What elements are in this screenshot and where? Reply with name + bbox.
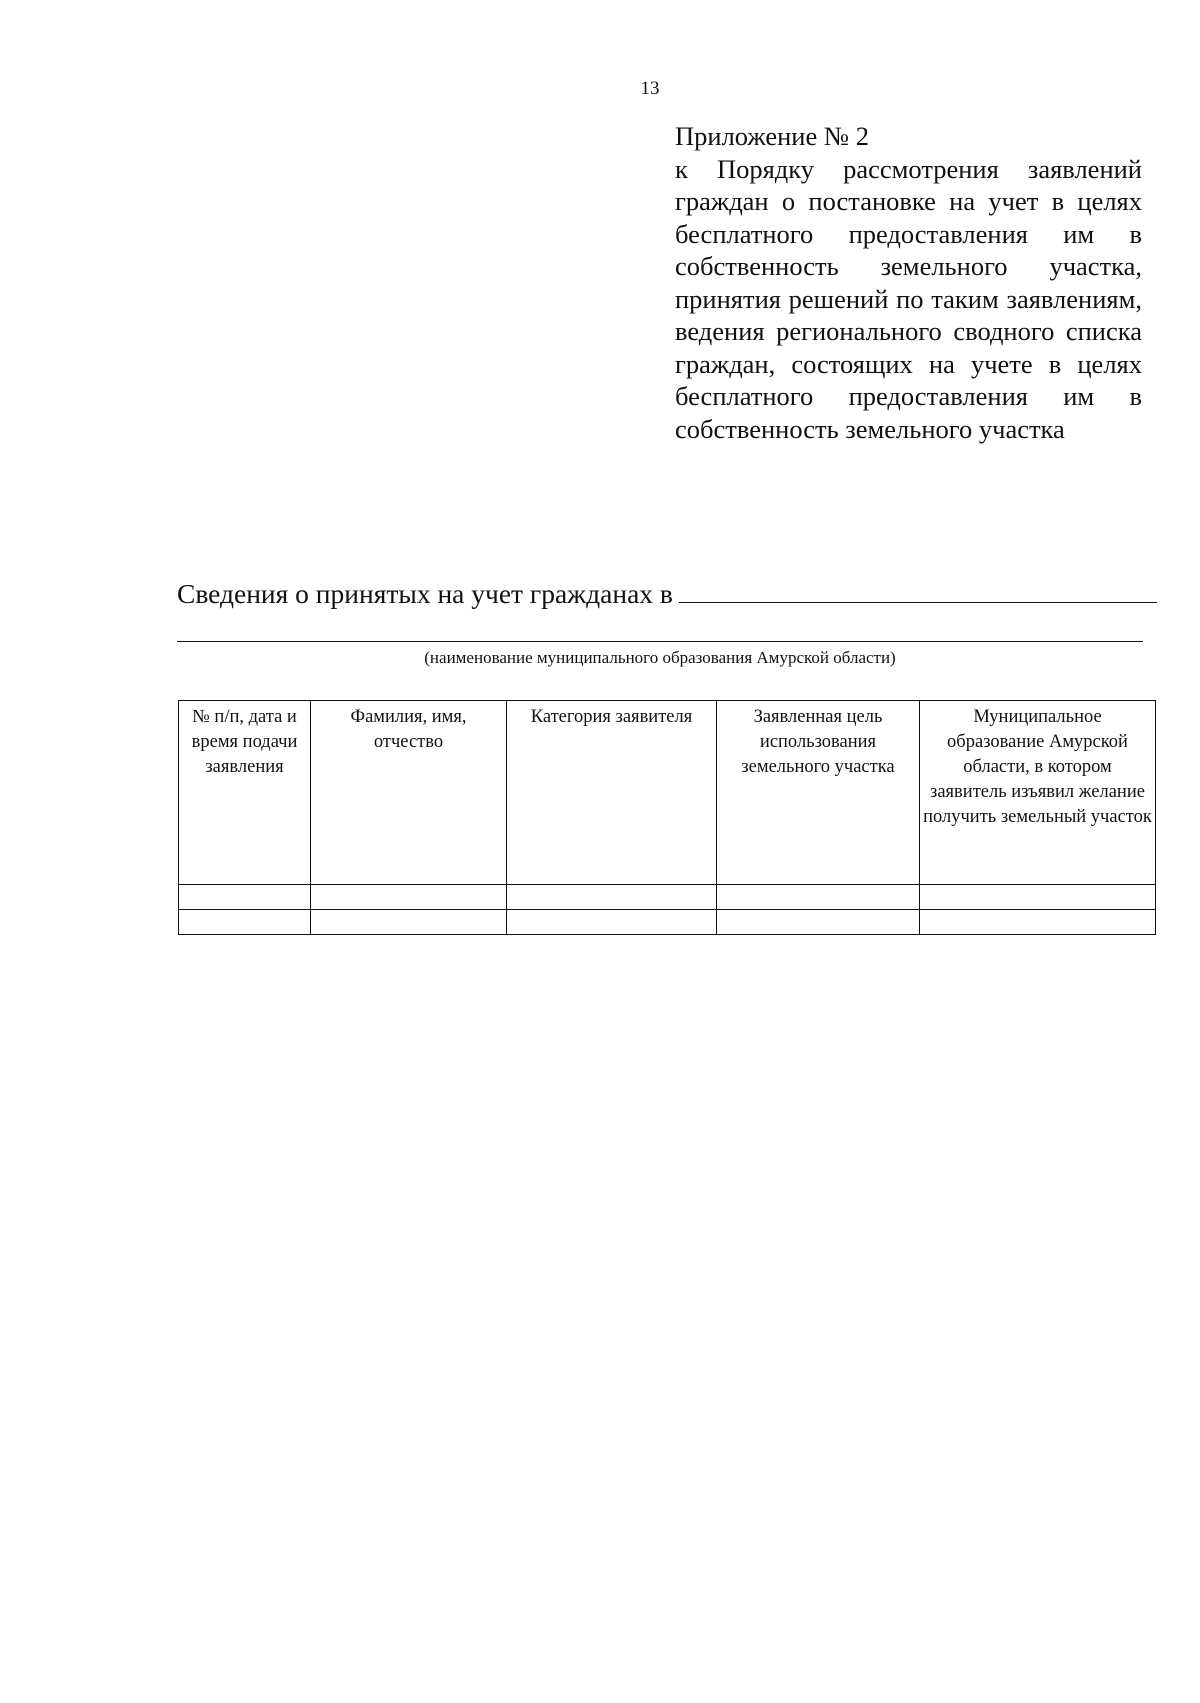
table-cell bbox=[179, 885, 311, 910]
appendix-text: к Порядку рассмотрения заявлений граждан о постановке на учет в целях бесплатного предоставления им в собственность земельного участка, принятия решений по таким заявлениям, ведения регионального сводного списка граждан, состоящих на учете в целях бесплатного предоставления им в собственность земельного участка bbox=[675, 153, 1142, 444]
appendix-block bbox=[675, 120, 1142, 445]
municipality-fill-line bbox=[679, 580, 1157, 603]
table-cell bbox=[311, 910, 507, 935]
table-cell bbox=[507, 910, 717, 935]
table-cell bbox=[311, 885, 507, 910]
column-header-number-date: № п/п, дата и время подачи заявления bbox=[179, 701, 311, 885]
table-cell bbox=[717, 910, 920, 935]
citizens-register-table bbox=[178, 700, 1156, 935]
page-number: 13 bbox=[640, 78, 660, 99]
document-heading bbox=[177, 578, 1157, 610]
table-cell bbox=[920, 910, 1156, 935]
column-header-land-purpose: Заявленная цель использования земельного участка bbox=[717, 701, 920, 885]
table-cell bbox=[717, 885, 920, 910]
appendix-title: Приложение № 2 bbox=[675, 121, 870, 151]
municipality-fill-line-2 bbox=[177, 641, 1143, 642]
table-row bbox=[179, 885, 1156, 910]
table-cell bbox=[507, 885, 717, 910]
heading-text: Сведения о принятых на учет гражданах в bbox=[177, 578, 673, 609]
fill-line-caption: (наименование муниципального образования Амурской области) bbox=[424, 648, 896, 667]
table-row bbox=[179, 910, 1156, 935]
column-header-full-name: Фамилия, имя, отчество bbox=[311, 701, 507, 885]
column-header-municipality: Муниципальное образование Амурской области, в котором заявитель изъявил желание получить земельный участок bbox=[920, 701, 1156, 885]
table-cell bbox=[179, 910, 311, 935]
table-header-row bbox=[179, 701, 1156, 885]
column-header-category: Категория заявителя bbox=[507, 701, 717, 885]
table-cell bbox=[920, 885, 1156, 910]
